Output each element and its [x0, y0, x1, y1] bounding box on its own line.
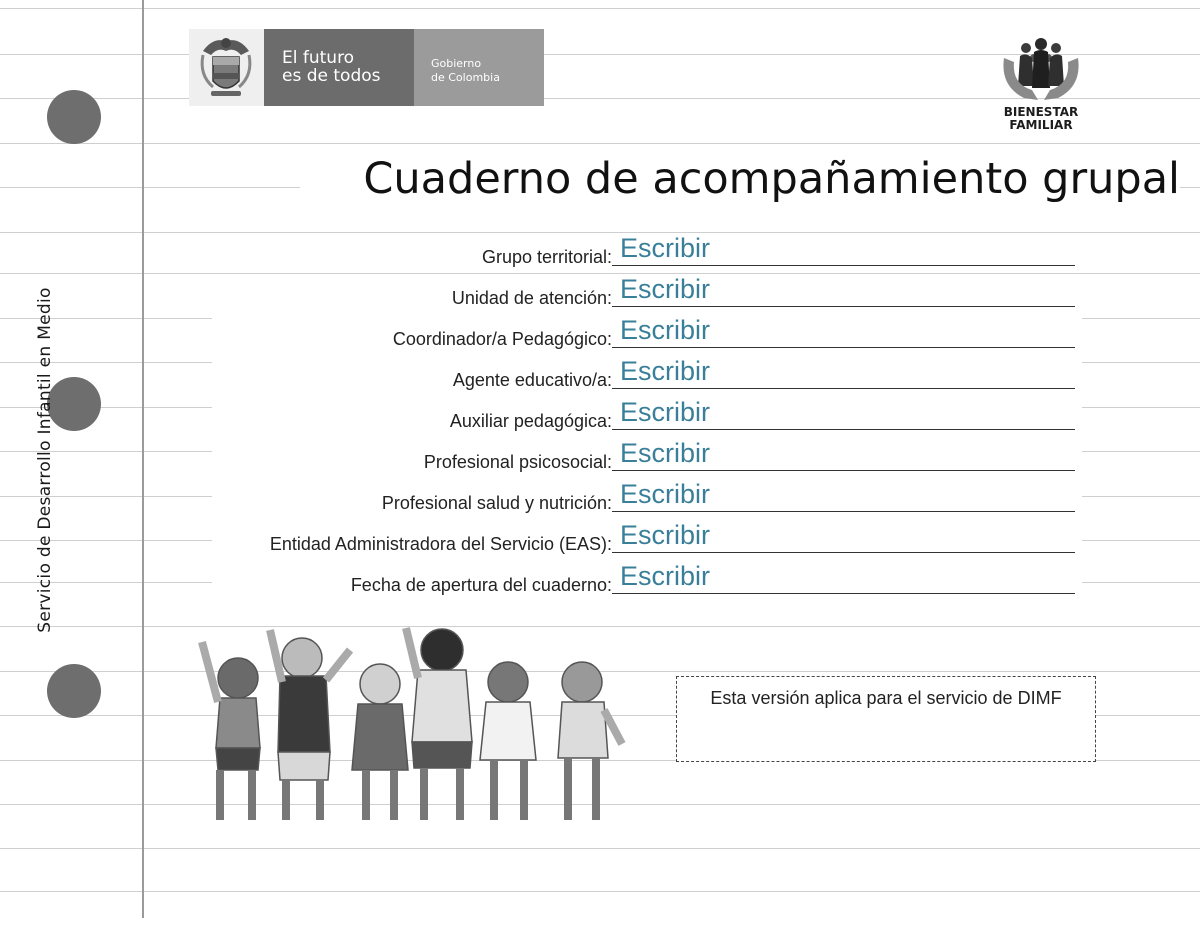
children-illustration [190, 620, 635, 830]
bienestar-familiar-logo [996, 38, 1086, 138]
form-field [200, 519, 1090, 559]
field-underline [612, 552, 1075, 553]
coat-of-arms-icon [189, 29, 264, 106]
form-field [200, 396, 1090, 436]
service-vertical-label: Servicio de Desarrollo Infantil en Medio [35, 287, 55, 633]
form-field [200, 232, 1090, 272]
field-label: Auxiliar pedagógica: [446, 411, 612, 432]
gov-name: Gobierno de Colombia [431, 57, 500, 84]
field-label: Profesional psicosocial: [420, 452, 612, 473]
field-underline [612, 511, 1075, 512]
field-label: Unidad de atención: [448, 288, 612, 309]
ruled-line [0, 848, 1200, 849]
field-underline [612, 470, 1075, 471]
field-underline [612, 593, 1075, 594]
field-underline [612, 388, 1075, 389]
version-note: Esta versión aplica para el servicio de DIMF [676, 676, 1096, 762]
form-field [200, 478, 1090, 518]
field-underline [612, 429, 1075, 430]
field-underline [612, 265, 1075, 266]
field-label: Coordinador/a Pedagógico: [389, 329, 612, 350]
field-label: Fecha de apertura del cuaderno: [347, 575, 612, 596]
field-underline [612, 347, 1075, 348]
field-input[interactable]: Escribir [620, 561, 711, 591]
field-input[interactable]: Escribir [620, 315, 711, 345]
form-field [200, 560, 1090, 600]
field-label: Profesional salud y nutrición: [378, 493, 612, 514]
form-field [200, 273, 1090, 313]
form-field [200, 314, 1090, 354]
field-input[interactable]: Escribir [620, 397, 711, 427]
icbf-line1: BIENESTAR [1003, 105, 1079, 119]
family-hands-icon [996, 38, 1086, 106]
ruled-line [0, 8, 1200, 9]
field-underline [612, 306, 1075, 307]
gov-colombia-logo [189, 29, 544, 106]
field-label: Entidad Administradora del Servicio (EAS): [266, 534, 612, 555]
gov-slogan: El futuro es de todos [282, 48, 381, 86]
gov-name-block [414, 29, 544, 106]
icbf-line2: FAMILIAR [1009, 118, 1073, 132]
field-input[interactable]: Escribir [620, 356, 711, 386]
form-field [200, 437, 1090, 477]
icbf-wordmark [996, 106, 1086, 132]
field-input[interactable]: Escribir [620, 520, 711, 550]
field-input[interactable]: Escribir [620, 438, 711, 468]
ruled-line [0, 891, 1200, 892]
field-label: Agente educativo/a: [449, 370, 612, 391]
margin-line [142, 0, 144, 918]
binder-hole [47, 664, 101, 718]
field-label: Grupo territorial: [478, 247, 612, 268]
form-field [200, 355, 1090, 395]
field-input[interactable]: Escribir [620, 274, 711, 304]
page-title: Cuaderno de acompañamiento grupal [300, 154, 1180, 204]
ruled-line [0, 143, 1200, 144]
field-input[interactable]: Escribir [620, 233, 711, 263]
field-input[interactable]: Escribir [620, 479, 711, 509]
binder-hole [47, 90, 101, 144]
gov-slogan-block [264, 29, 414, 106]
